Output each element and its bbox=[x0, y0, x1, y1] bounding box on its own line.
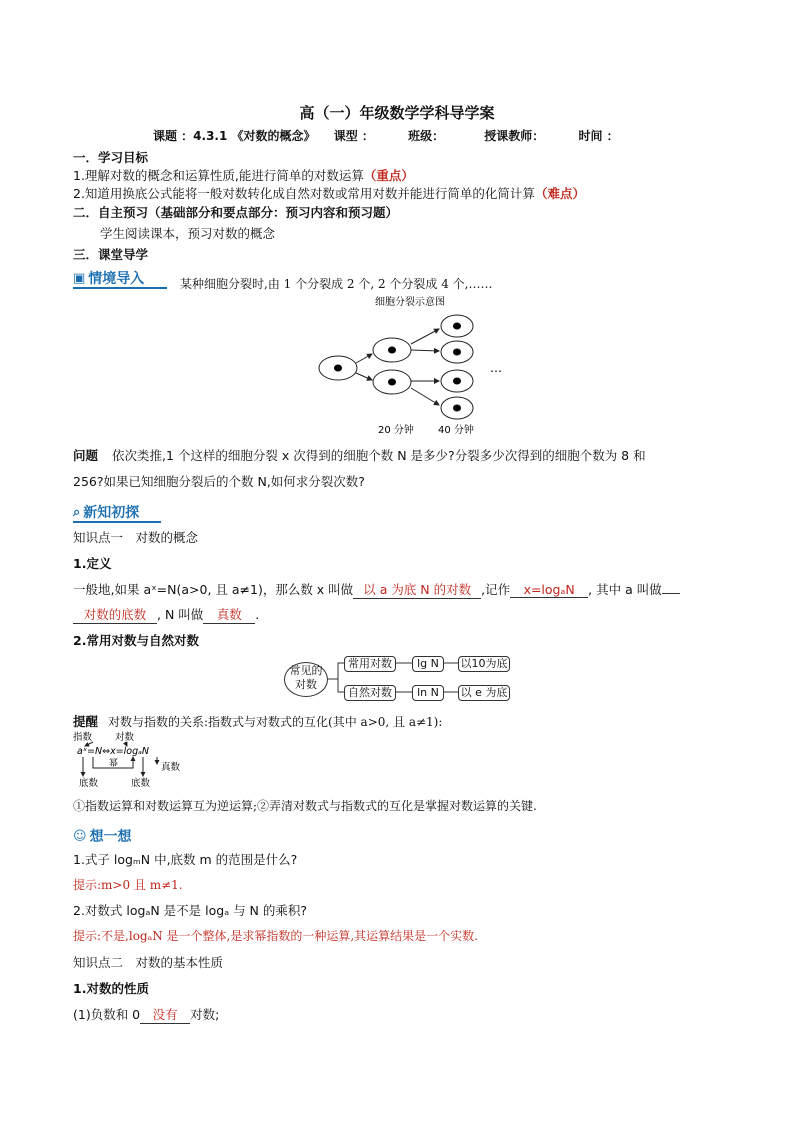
think-badge-label: 想一想 bbox=[89, 829, 132, 845]
def-text-b: ,记作 bbox=[481, 582, 511, 597]
diag-lg-n: lg N bbox=[412, 656, 444, 672]
goal-item-1 bbox=[73, 166, 414, 184]
think-a2: 提示:不是,logₐN 是一个整体,是求幂指数的一种运算,其运算结果是一个实数. bbox=[73, 929, 478, 943]
diagram-title: 细胞分裂示意图 bbox=[375, 297, 445, 308]
rel-base-label-2: 底数 bbox=[131, 778, 151, 789]
definition-heading: 1.定义 bbox=[73, 556, 112, 571]
definition-line-1 bbox=[73, 580, 680, 599]
diag-ln-n: ln N bbox=[412, 685, 444, 701]
cell-gen0 bbox=[319, 356, 357, 380]
meta-type: 课型 ： bbox=[333, 129, 374, 143]
diagram-ellipsis: … bbox=[490, 361, 502, 375]
intro-text: 某种细胞分裂时,由 1 个分裂成 2 个, 2 个分裂成 4 个,…… bbox=[180, 277, 493, 291]
rel-true-label: 真数 bbox=[161, 762, 181, 773]
def-text-e: . bbox=[255, 607, 260, 622]
goal-2-tag: （难点） bbox=[534, 186, 585, 201]
meta-topic: 课题 ：4.3.1 《对数的概念》 bbox=[153, 129, 316, 143]
goal-1-tag: （重点） bbox=[363, 168, 414, 183]
think-q1: 1.式子 logₘN 中,底数 m 的范围是什么? bbox=[73, 852, 298, 867]
diag-base-e: 以 e 为底 bbox=[458, 685, 510, 701]
cell-gen1-b bbox=[373, 370, 411, 394]
lesson-meta bbox=[153, 127, 633, 144]
tip-label: 提醒 bbox=[73, 714, 99, 729]
kp2-heading: 知识点二 对数的基本性质 bbox=[73, 955, 224, 970]
diag-base-10: 以10为底 bbox=[458, 656, 510, 672]
rel-pow-label: 幂 bbox=[109, 759, 119, 769]
magnifier-icon: ⌕ bbox=[73, 504, 81, 520]
thinking-face-icon: ☺ bbox=[73, 828, 87, 844]
diag-natural-log: 自然对数 bbox=[344, 685, 396, 701]
section-heading-goals: 一．学习目标 bbox=[73, 150, 149, 165]
book-icon: ▣ bbox=[73, 270, 86, 286]
blank-base: 对数的底数 bbox=[73, 605, 157, 624]
kp1-heading: 知识点一 对数的概念 bbox=[73, 530, 199, 545]
question-line-1 bbox=[73, 446, 646, 464]
new-knowledge-badge-label: 新知初探 bbox=[83, 505, 140, 521]
kp2-item1-text-a: (1)负数和 0 bbox=[73, 1007, 141, 1022]
intro-badge bbox=[73, 268, 144, 288]
cell-gen2-d bbox=[441, 397, 473, 419]
think-a1: 提示:m>0 且 m≠1. bbox=[73, 878, 183, 892]
tip-text: 对数与指数的关系:指数式与对数式的互化(其中 a>0, 且 a≠1): bbox=[108, 715, 443, 729]
page-title: 高（一）年级数学学科导学案 bbox=[299, 104, 495, 122]
think-q2: 2.对数式 logₐN 是不是 logₐ 与 N 的乘积? bbox=[73, 903, 308, 918]
blank-log-notation: x=logₐN bbox=[510, 582, 588, 598]
diag-center-node: 常见的对数 bbox=[284, 662, 328, 697]
common-log-heading: 2.常用对数与自然对数 bbox=[73, 633, 199, 648]
question-label: 问题 bbox=[73, 448, 99, 463]
cell-division-diagram bbox=[300, 292, 540, 442]
def-text-a: 一般地,如果 aˣ=N(a>0, 且 a≠1)，那么数 x 叫做 bbox=[73, 582, 354, 597]
meta-teacher: 授课教师： bbox=[484, 129, 545, 143]
def-text-d: , N 叫做 bbox=[157, 607, 204, 622]
diag-common-log: 常用对数 bbox=[344, 656, 396, 672]
blank-trailing bbox=[662, 593, 680, 594]
intro-badge-label: 情境导入 bbox=[88, 271, 145, 287]
exp-log-relation-diagram bbox=[73, 728, 193, 792]
tip-note: ①指数运算和对数运算互为逆运算;②弄清对数式与指数式的互化是掌握对数运算的关键. bbox=[73, 799, 537, 813]
goal-1-text: 1.理解对数的概念和运算性质,能进行简单的对数运算 bbox=[73, 168, 364, 183]
meta-time: 时间 ： bbox=[578, 129, 619, 143]
section-heading-guide: 三．课堂导学 bbox=[73, 247, 149, 262]
rel-formula: aˣ=N⇔x=logₐN bbox=[77, 746, 149, 757]
blank-no-log: 没有 bbox=[140, 1005, 190, 1024]
blank-log-definition: 以 a 为底 N 的对数 bbox=[353, 580, 481, 599]
diagram-label-20min: 20 分钟 bbox=[378, 425, 414, 436]
new-knowledge-underline bbox=[73, 521, 161, 523]
kp2-item1-text-b: 对数; bbox=[190, 1007, 220, 1022]
section-heading-preview: 二．自主预习（基础部分和要点部分：预习内容和预习题） bbox=[73, 205, 399, 220]
preview-text: 学生阅读课本，预习对数的概念 bbox=[100, 226, 276, 241]
rel-exp-label: 指数 bbox=[73, 732, 93, 743]
question-line-2: 256?如果已知细胞分裂后的个数 N,如何求分裂次数? bbox=[73, 474, 365, 489]
rel-log-label: 对数 bbox=[115, 732, 135, 743]
cell-gen2-a bbox=[441, 315, 473, 337]
cell-gen2-b bbox=[441, 341, 473, 363]
cell-gen1-a bbox=[373, 338, 411, 362]
new-knowledge-badge bbox=[73, 502, 139, 522]
think-badge bbox=[73, 826, 132, 846]
diagram-label-40min: 40 分钟 bbox=[438, 425, 474, 436]
question-text-1: 依次类推,1 个这样的细胞分裂 x 次得到的细胞个数 N 是多少?分裂多少次得到的细胞个数为 8 和 bbox=[112, 448, 646, 463]
goal-item-2 bbox=[73, 184, 585, 202]
blank-true-number: 真数 bbox=[203, 605, 255, 624]
kp2-sub: 1.对数的性质 bbox=[73, 981, 149, 996]
definition-line-2 bbox=[73, 605, 259, 624]
goal-2-text: 2.知道用换底公式能将一般对数转化成自然对数或常用对数并能进行简单的化简计算 bbox=[73, 186, 535, 201]
kp2-item-1 bbox=[73, 1005, 219, 1024]
cell-gen2-c bbox=[441, 370, 473, 392]
intro-badge-underline bbox=[73, 287, 167, 289]
meta-class: 班级： bbox=[408, 129, 445, 143]
def-text-c: , 其中 a 叫做 bbox=[588, 582, 662, 597]
rel-base-label-1: 底数 bbox=[79, 778, 99, 789]
